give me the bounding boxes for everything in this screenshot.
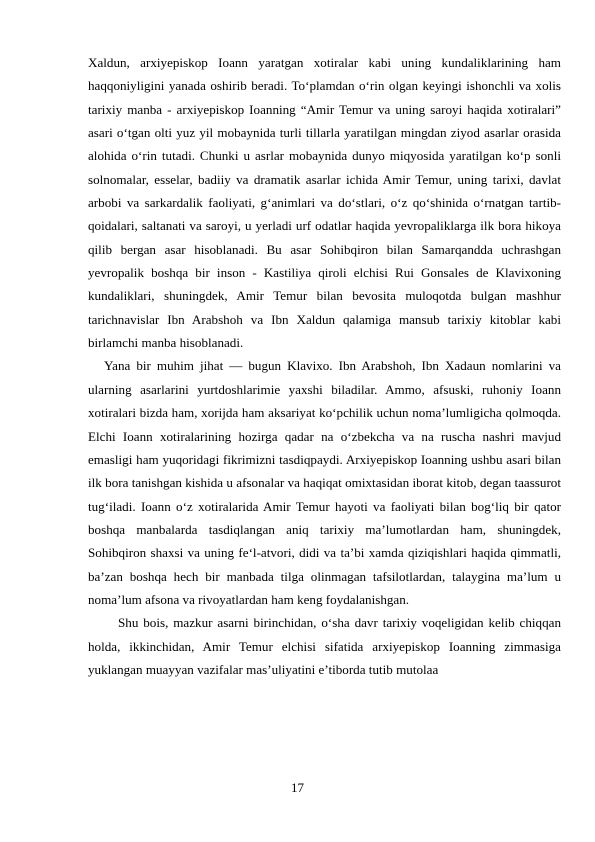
page-number: 17 <box>291 780 304 795</box>
paragraph-1: Xaldun, arxiyepiskop Ioann yaratgan xotiralar kabi uning kundaliklarining ham haqqoniyligini yanada oshirib beradi. To‘plamdan o‘rin olgan keyingi ishonchli va xolis tarixiy manba - arxiyepiskop Ioanning “Amir Temur va uning saroyi haqida xotiralari” asari o‘tgan olti yuz yil mobaynida turli tillarla yaratilgan mingdan ziyod asarlar orasida alohida o‘rin tutadi. Chunki u asrlar mobaynida dunyo miqyosida yaratilgan ko‘p sonli solnomalar, esselar, badiiy va dramatik asarlar ichida Amir Temur, uning tarixi, davlat arbobi va sarkardalik faoliyati, g‘animlari va do‘stlari, o‘z qo‘shinida o‘rnatgan tartib-qoidalari, saltanati va saroyi, u yerladi urf odatlar haqida yevropaliklarga ilk bora hikoya qilib bergan asar hisoblanadi. Bu asar Sohibqiron bilan Samarqandda uchrashgan yevropalik boshqa bir inson - Kastiliya qiroli elchisi Rui Gonsales de Klavixoning kundaliklari, shuningdek, Amir Temur bilan bevosita muloqotda bulgan mashhur tarichnavislar Ibn Arabshoh va Ibn Xaldun qalamiga mansub tarixiy kitoblar kabi birlamchi manba hisoblanadi. <box>88 55 561 351</box>
paragraph-2: Yana bir muhim jihat — bugun Klavixo. Ibn Arabshoh, Ibn Xadaun nomlarini va ularning asarlarini yurtdoshlarimie yaxshi biladilar. Ammo, afsuski, ruhoniy Ioann xotiralari bizda ham, xorijda ham aksariyat ko‘pchilik uchun noma’lumligicha qolmoqda. Elchi Ioann xotiralarining hozirga qadar na o‘zbekcha va na ruscha nashri mavjud emasligi ham yuqoridagi fikrimizni tasdiqpaydi. Arxiyepiskop Ioanning ushbu asari bilan ilk bora tanishgan kishida u afsonalar va haqiqat omixtasidan iborat kitob, degan taassurot tug‘iladi. Ioann o‘z xotiralarida Amir Temur hayoti va faoliyati bilan bog‘liq bir qator boshqa manbalarda tasdiqlangan aniq tarixiy ma’lumotlardan ham, shuningdek, Sohibqiron shaxsi va uning fe‘l-atvori, didi va ta’bi xamda qiziqishlari haqida qimmatli, ba’zan boshqa hech bir manbada tilga olinmagan tafsilotlardan, talaygina ma’lum u noma’lum afsona va rivoyatlardan ham keng foydalanishgan. <box>88 358 561 607</box>
paragraph-3: Shu bois, mazkur asarni birinchidan, o‘sha davr tarixiy voqeligidan kelib chiqqan holda, ikkinchidan, Amir Temur elchisi sifatida arxiyepiskop Ioanning zimmasiga yuklangan muayyan vazifalar mas’uliyatini e’tiborda tutib mutolaa <box>88 615 561 677</box>
body-text <box>88 51 561 681</box>
